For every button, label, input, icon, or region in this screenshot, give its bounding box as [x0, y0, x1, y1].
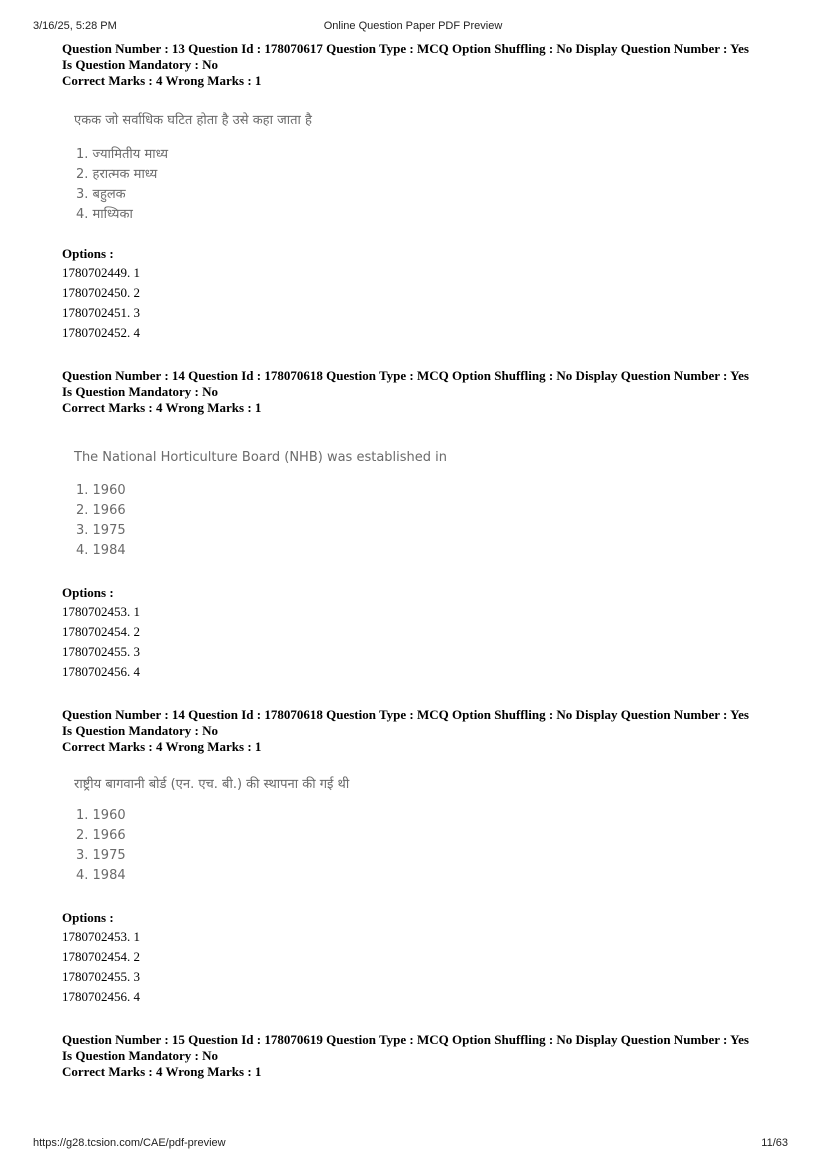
- choice-item: 1. 1960: [76, 808, 126, 823]
- choice-item: 4. माध्यिका: [76, 207, 133, 222]
- option-row: 1780702453. 1: [62, 929, 140, 944]
- option-row: 1780702455. 3: [62, 969, 140, 984]
- print-title: Online Question Paper PDF Preview: [323, 20, 503, 32]
- choice-item: 1. ज्यामितीय माध्य: [76, 147, 169, 162]
- options-label: Options :: [62, 910, 114, 925]
- option-row: 1780702454. 2: [62, 949, 140, 964]
- question-block-14: [62, 368, 782, 416]
- question-meta: Question Number : 15 Question Id : 178070619 Question Type : MCQ Option Shuffling : No Display Question Number : Yes: [62, 1032, 749, 1047]
- question-block-14-hindi: [62, 707, 782, 755]
- question-mandatory: Is Question Mandatory : No: [62, 1048, 219, 1063]
- question-meta: Question Number : 14 Question Id : 178070618 Question Type : MCQ Option Shuffling : No Display Question Number : Yes: [62, 368, 749, 383]
- question-meta: Question Number : 14 Question Id : 178070618 Question Type : MCQ Option Shuffling : No Display Question Number : Yes: [62, 707, 749, 722]
- choice-item: 4. 1984: [76, 543, 126, 558]
- choice-item: 3. 1975: [76, 523, 126, 538]
- choice-item: 3. बहुलक: [76, 187, 126, 202]
- question-marks: Correct Marks : 4 Wrong Marks : 1: [62, 739, 262, 754]
- option-row: 1780702456. 4: [62, 989, 140, 1004]
- question-marks: Correct Marks : 4 Wrong Marks : 1: [62, 400, 262, 415]
- question-image-14-hindi: [62, 774, 782, 889]
- options-label: Options :: [62, 246, 114, 261]
- choice-item: 3. 1975: [76, 848, 126, 863]
- option-row: 1780702450. 2: [62, 285, 140, 300]
- question-marks: Correct Marks : 4 Wrong Marks : 1: [62, 1064, 262, 1079]
- choice-item: 1. 1960: [76, 483, 126, 498]
- option-row: 1780702449. 1: [62, 265, 140, 280]
- options-label: Options :: [62, 585, 114, 600]
- question-image-14: [62, 450, 782, 565]
- print-url: https://g28.tcsion.com/CAE/pdf-preview: [33, 1137, 226, 1149]
- choice-item: 4. 1984: [76, 868, 126, 883]
- question-meta: Question Number : 13 Question Id : 178070617 Question Type : MCQ Option Shuffling : No Display Question Number : Yes: [62, 41, 749, 56]
- option-row: 1780702454. 2: [62, 624, 140, 639]
- question-text: राष्ट्रीय बागवानी बोर्ड (एन. एच. बी.) की स्थापना की गई थी: [74, 777, 350, 792]
- choice-item: 2. 1966: [76, 828, 126, 843]
- option-row: 1780702456. 4: [62, 664, 140, 679]
- option-row: 1780702452. 4: [62, 325, 140, 340]
- question-block-13: [62, 41, 782, 89]
- choice-item: 2. हरात्मक माध्य: [76, 167, 158, 182]
- print-datetime: 3/16/25, 5:28 PM: [33, 20, 117, 32]
- choice-item: 2. 1966: [76, 503, 126, 518]
- option-row: 1780702453. 1: [62, 604, 140, 619]
- option-row: 1780702455. 3: [62, 644, 140, 659]
- question-mandatory: Is Question Mandatory : No: [62, 57, 219, 72]
- question-mandatory: Is Question Mandatory : No: [62, 723, 219, 738]
- question-text: The National Horticulture Board (NHB) was established in: [74, 450, 448, 465]
- option-row: 1780702451. 3: [62, 305, 140, 320]
- question-image-13: [62, 110, 782, 230]
- question-marks: Correct Marks : 4 Wrong Marks : 1: [62, 73, 262, 88]
- question-mandatory: Is Question Mandatory : No: [62, 384, 219, 399]
- question-block-15: [62, 1032, 782, 1080]
- page-number: 11/63: [761, 1137, 788, 1149]
- question-text: एकक जो सर्वाधिक घटित होता है उसे कहा जाता है: [74, 113, 312, 128]
